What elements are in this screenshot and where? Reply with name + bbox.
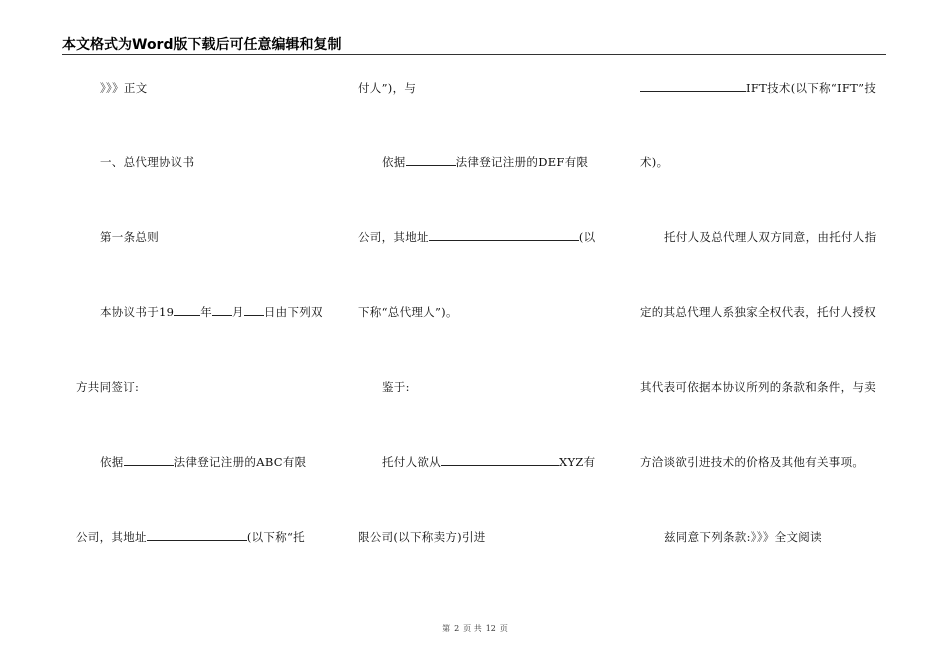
text-line: 其代表可依据本协议所列的条款和条件，与卖 [640,380,876,394]
text-line: 本协议书于19 年 月 日由下列双 [100,305,323,319]
page-total: 12 [485,624,496,633]
blank-underline [429,230,579,241]
text-line: 依据 法律登记注册的ABC有限 [100,455,307,469]
page-label-mid: 页 共 [463,624,482,633]
text-line: 托付人欲从 XYZ有 [382,455,596,469]
text-line: 付人”)，与 [358,81,417,95]
page-label-prefix: 第 [442,624,451,633]
document-header-title: 本文格式为Word版下载后可任意编辑和复制 [62,37,342,53]
blank-underline [147,530,247,541]
text-line: 下称“总代理人”)。 [358,305,458,319]
text-column-3 [640,0,886,672]
text-column-1 [76,0,322,672]
text-line: 依据 法律登记注册的DEF有限 [382,155,589,169]
text-line: 》》》正文 [100,81,148,95]
text-line: 方洽谈欲引进技术的价格及其他有关事项。 [640,455,865,469]
blank-underline [640,81,746,92]
blank-underline [124,455,174,466]
text-line: 托付人及总代理人双方同意，由托付人指 [664,230,877,244]
blank-underline [244,305,264,316]
blank-underline [174,305,200,316]
text-line: 鉴于: [382,380,410,394]
blank-underline [406,155,456,166]
page-label-suffix: 页 [499,624,508,633]
text-line: 术)。 [640,155,669,169]
text-line: 公司，其地址 (以 [358,230,596,244]
blank-underline [441,455,559,466]
read-more-line: 兹同意下列条款:》》》全文阅读 [664,530,822,544]
blank-underline [212,305,232,316]
page-current: 2 [454,624,460,633]
text-column-2 [358,0,604,672]
text-line: 公司，其地址 (以下称“托 [76,530,305,544]
section-heading: 一、总代理协议书 [100,155,195,169]
text-line: 限公司(以下称卖方)引进 [358,530,486,544]
text-line: 方共同签订: [76,380,140,394]
text-line: IFT技术(以下称“IFT”技 [640,80,876,96]
article-heading: 第一条总则 [100,230,159,244]
page-footer [0,623,950,634]
text-line: 定的其总代理人系独家全权代表，托付人授权 [640,305,876,319]
